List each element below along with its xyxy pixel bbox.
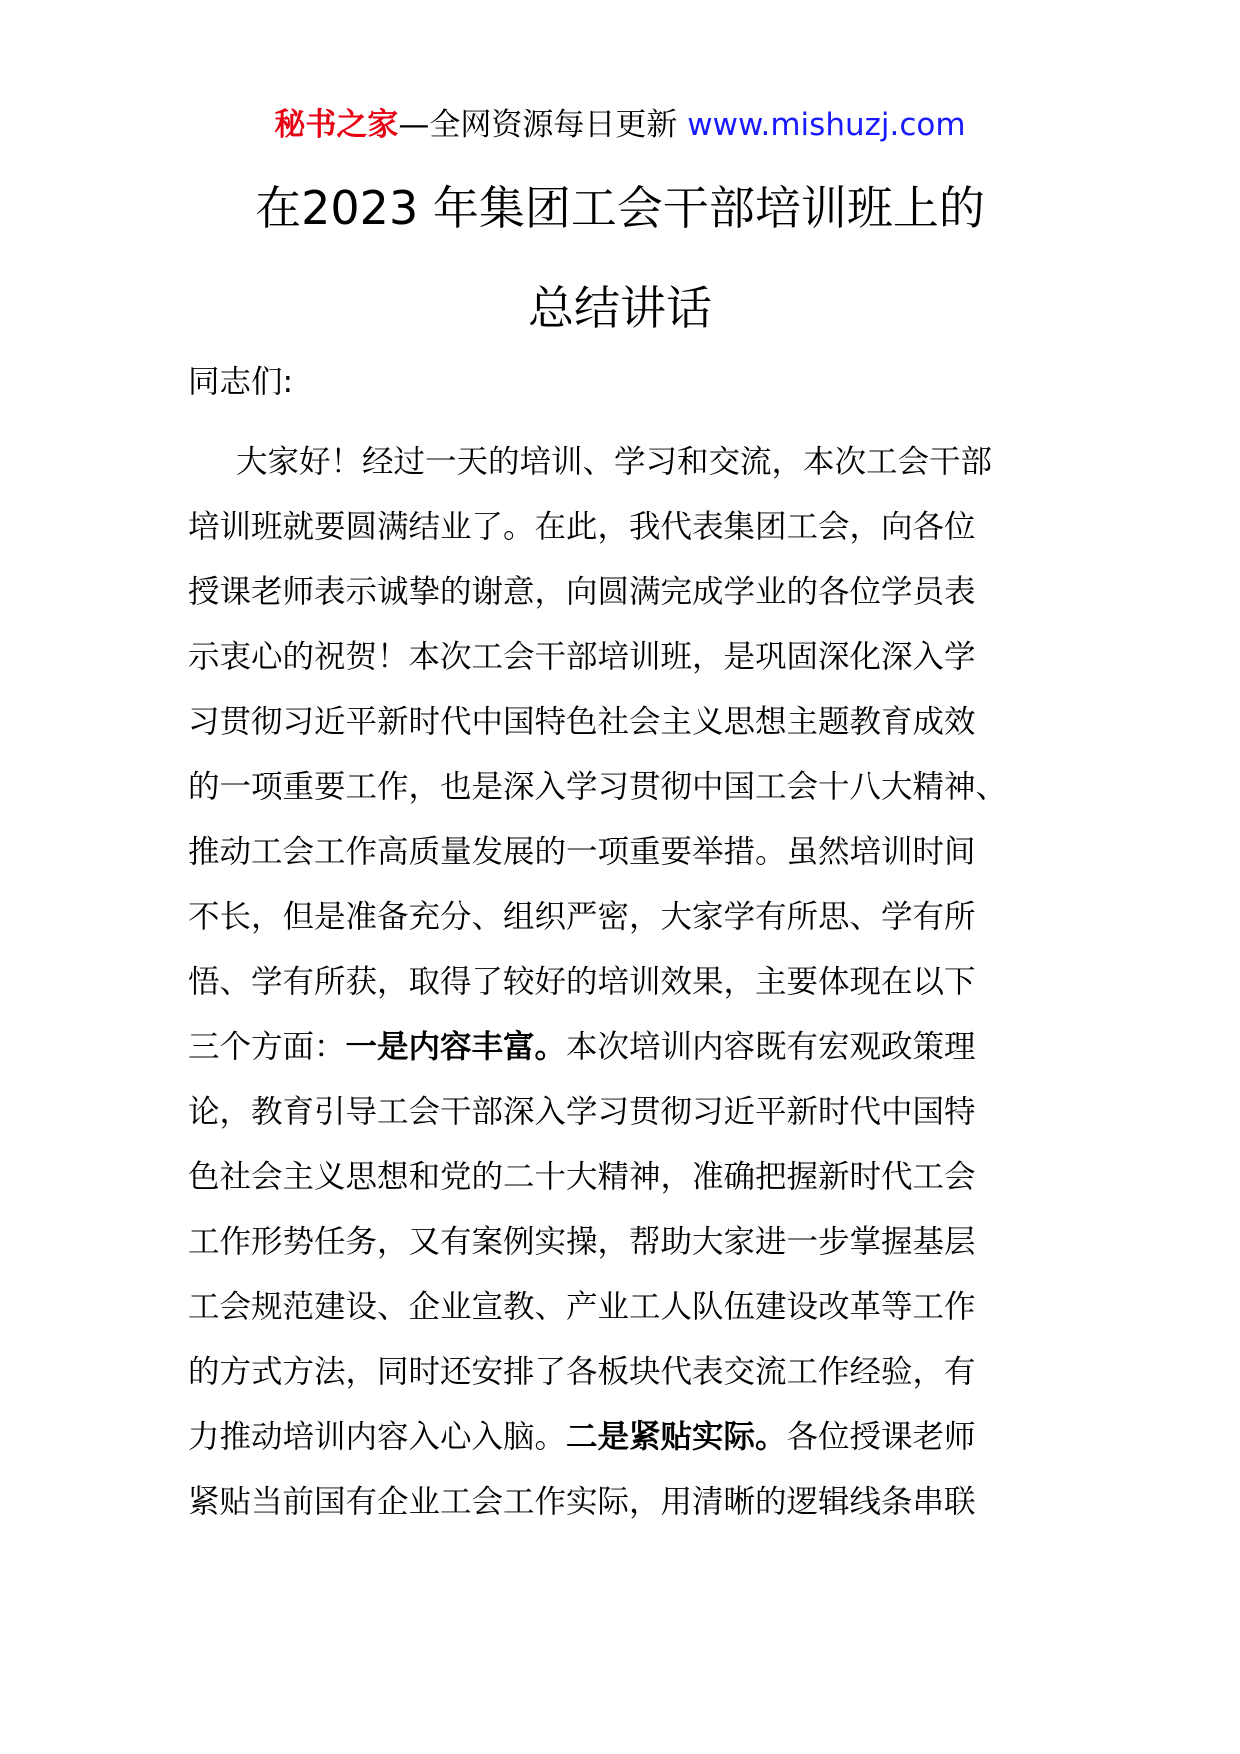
paragraph-line: 推动工会工作高质量发展的一项重要举措。虽然培训时间 <box>188 834 976 870</box>
line-text: 力推动培训内容入心入脑。 <box>188 1419 567 1455</box>
paragraph-line: 工作形势任务，又有案例实操，帮助大家进一步掌握基层 <box>188 1224 976 1260</box>
paragraph-line: 不长，但是准备充分、组织严密，大家学有所思、学有所 <box>188 899 976 935</box>
line-text: 本次培训内容既有宏观政策理 <box>566 1029 976 1065</box>
emphasis-point-1: 一是内容丰富。 <box>345 1029 567 1065</box>
paragraph-line: 论，教育引导工会干部深入学习贯彻习近平新时代中国特 <box>188 1094 976 1130</box>
body-paragraph <box>188 430 1048 1535</box>
paragraph-line: 培训班就要圆满结业了。在此，我代表集团工会，向各位 <box>188 509 976 545</box>
paragraph-line: 工会规范建设、企业宣教、产业工人队伍建设改革等工作 <box>188 1289 976 1325</box>
watermark-header <box>0 100 1240 150</box>
greeting: 同志们: <box>188 364 294 400</box>
site-slogan: —全网资源每日更新 <box>398 107 688 143</box>
paragraph-line: 的方式方法，同时还安排了各板块代表交流工作经验，有 <box>188 1354 976 1390</box>
site-url-link[interactable]: www.mishuzj.com <box>687 107 966 143</box>
paragraph-line: 悟、学有所获，取得了较好的培训效果，主要体现在以下 <box>188 964 976 1000</box>
paragraph-line: 色社会主义思想和党的二十大精神，准确把握新时代工会 <box>188 1159 976 1195</box>
paragraph-line: 习贯彻习近平新时代中国特色社会主义思想主题教育成效 <box>188 704 976 740</box>
line-text: 各位授课老师 <box>786 1419 976 1455</box>
document-body <box>188 350 1048 1535</box>
paragraph-line: 的一项重要工作，也是深入学习贯彻中国工会十八大精神、 <box>188 769 1008 805</box>
site-brand: 秘书之家 <box>274 107 399 143</box>
paragraph-line: 授课老师表示诚挚的谢意，向圆满完成学业的各位学员表 <box>188 574 976 610</box>
paragraph-line: 大家好！经过一天的培训、学习和交流，本次工会干部 <box>236 444 993 480</box>
paragraph-line: 紧贴当前国有企业工会工作实际，用清晰的逻辑线条串联 <box>188 1484 976 1520</box>
title-line-1: 在2023 年集团工会干部培训班上的 <box>255 181 985 235</box>
emphasis-point-2: 二是紧贴实际。 <box>566 1419 787 1455</box>
paragraph-line: 示衷心的祝贺！本次工会干部培训班，是巩固深化深入学 <box>188 639 976 675</box>
line-text: 三个方面： <box>188 1029 346 1065</box>
title-line-2: 总结讲话 <box>528 281 712 335</box>
paragraph-line <box>188 1015 1048 1080</box>
document-title <box>120 158 1120 358</box>
paragraph-line <box>188 1405 1048 1470</box>
